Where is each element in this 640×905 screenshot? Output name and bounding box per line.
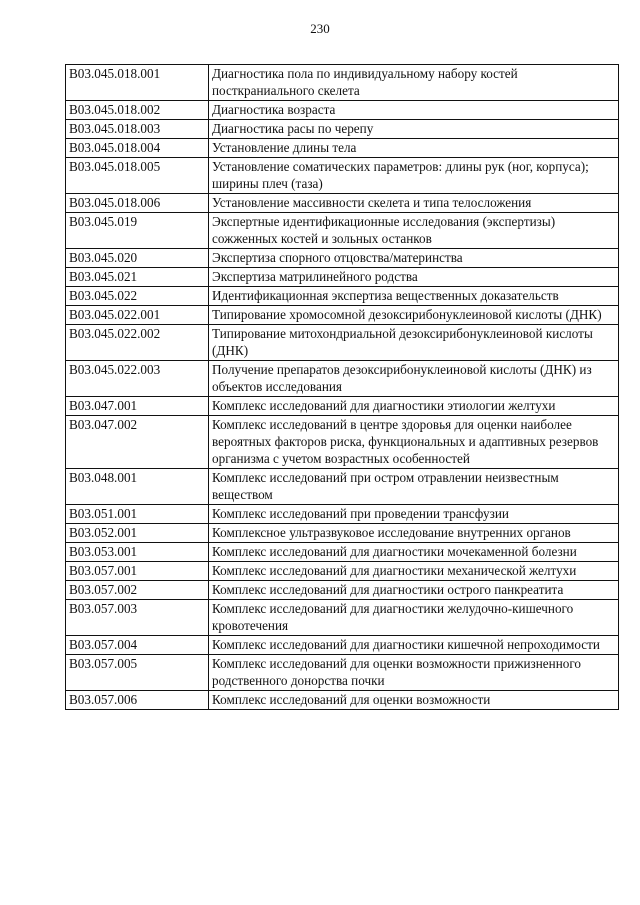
table-row: [66, 158, 619, 194]
table-row: [66, 469, 619, 505]
table-row: [66, 655, 619, 691]
service-code-cell: B03.053.001: [66, 543, 209, 562]
table-row: [66, 416, 619, 469]
service-code-cell: B03.045.020: [66, 249, 209, 268]
service-code-cell: B03.052.001: [66, 524, 209, 543]
service-code-cell: B03.057.003: [66, 600, 209, 636]
service-name-cell: Комплекс исследований для диагностики этиологии желтухи: [209, 397, 619, 416]
service-name-cell: Получение препаратов дезоксирибонуклеиновой кислоты (ДНК) из объектов исследования: [209, 361, 619, 397]
service-name-cell: Комплекс исследований для оценки возможности прижизненного родственного донорства почки: [209, 655, 619, 691]
table-row: [66, 249, 619, 268]
service-name-cell: Типирование митохондриальной дезоксирибонуклеиновой кислоты (ДНК): [209, 325, 619, 361]
table-row: [66, 505, 619, 524]
table-row: [66, 194, 619, 213]
service-name-cell: Экспертиза матрилинейного родства: [209, 268, 619, 287]
service-code-cell: B03.045.022.001: [66, 306, 209, 325]
service-code-cell: B03.057.006: [66, 691, 209, 710]
service-codes-table: [65, 64, 619, 710]
table-row: [66, 691, 619, 710]
service-name-cell: Комплекс исследований для диагностики желудочно-кишечного кровотечения: [209, 600, 619, 636]
service-name-cell: Комплекс исследований при проведении трансфузии: [209, 505, 619, 524]
table-row: [66, 562, 619, 581]
service-code-cell: B03.057.001: [66, 562, 209, 581]
service-code-cell: B03.045.022: [66, 287, 209, 306]
service-name-cell: Типирование хромосомной дезоксирибонуклеиновой кислоты (ДНК): [209, 306, 619, 325]
service-code-cell: B03.045.018.002: [66, 101, 209, 120]
service-code-cell: B03.057.004: [66, 636, 209, 655]
service-name-cell: Экспертные идентификационные исследования (экспертизы) сожженных костей и зольных останков: [209, 213, 619, 249]
service-name-cell: Установление соматических параметров: длины рук (ног, корпуса); ширины плеч (таза): [209, 158, 619, 194]
service-name-cell: Установление длины тела: [209, 139, 619, 158]
service-code-cell: B03.045.019: [66, 213, 209, 249]
service-code-cell: B03.045.018.006: [66, 194, 209, 213]
service-code-cell: B03.045.022.002: [66, 325, 209, 361]
table-row: [66, 397, 619, 416]
service-name-cell: Комплексное ультразвуковое исследование внутренних органов: [209, 524, 619, 543]
table-row: [66, 636, 619, 655]
service-name-cell: Установление массивности скелета и типа телосложения: [209, 194, 619, 213]
table-row: [66, 600, 619, 636]
table-row: [66, 325, 619, 361]
table-row: [66, 120, 619, 139]
service-code-cell: B03.047.002: [66, 416, 209, 469]
table-row: [66, 101, 619, 120]
service-code-cell: B03.057.005: [66, 655, 209, 691]
table-row: [66, 65, 619, 101]
service-code-cell: B03.045.021: [66, 268, 209, 287]
service-code-cell: B03.047.001: [66, 397, 209, 416]
table-row: [66, 524, 619, 543]
service-name-cell: Комплекс исследований при остром отравлении неизвестным веществом: [209, 469, 619, 505]
service-name-cell: Диагностика расы по черепу: [209, 120, 619, 139]
table-row: [66, 213, 619, 249]
service-code-cell: B03.045.018.005: [66, 158, 209, 194]
service-name-cell: Комплекс исследований для диагностики механической желтухи: [209, 562, 619, 581]
service-name-cell: Диагностика пола по индивидуальному набору костей посткраниального скелета: [209, 65, 619, 101]
table-row: [66, 361, 619, 397]
service-code-cell: B03.048.001: [66, 469, 209, 505]
service-code-cell: B03.045.018.001: [66, 65, 209, 101]
service-code-cell: B03.051.001: [66, 505, 209, 524]
service-code-cell: B03.045.022.003: [66, 361, 209, 397]
service-code-cell: B03.057.002: [66, 581, 209, 600]
page-number: 230: [310, 21, 330, 36]
service-name-cell: Комплекс исследований для диагностики острого панкреатита: [209, 581, 619, 600]
table-row: [66, 581, 619, 600]
table-row: [66, 306, 619, 325]
service-name-cell: Комплекс исследований для диагностики мочекаменной болезни: [209, 543, 619, 562]
service-name-cell: Экспертиза спорного отцовства/материнства: [209, 249, 619, 268]
table-body: [66, 65, 619, 710]
service-code-cell: B03.045.018.003: [66, 120, 209, 139]
service-name-cell: Комплекс исследований в центре здоровья для оценки наиболее вероятных факторов риска, функциональных и адаптивных резервов организма с учетом возрастных особенностей: [209, 416, 619, 469]
service-name-cell: Комплекс исследований для оценки возможности: [209, 691, 619, 710]
service-name-cell: Идентификационная экспертиза вещественных доказательств: [209, 287, 619, 306]
service-code-cell: B03.045.018.004: [66, 139, 209, 158]
service-name-cell: Комплекс исследований для диагностики кишечной непроходимости: [209, 636, 619, 655]
table-row: [66, 139, 619, 158]
table-row: [66, 287, 619, 306]
table-row: [66, 268, 619, 287]
service-name-cell: Диагностика возраста: [209, 101, 619, 120]
table-row: [66, 543, 619, 562]
